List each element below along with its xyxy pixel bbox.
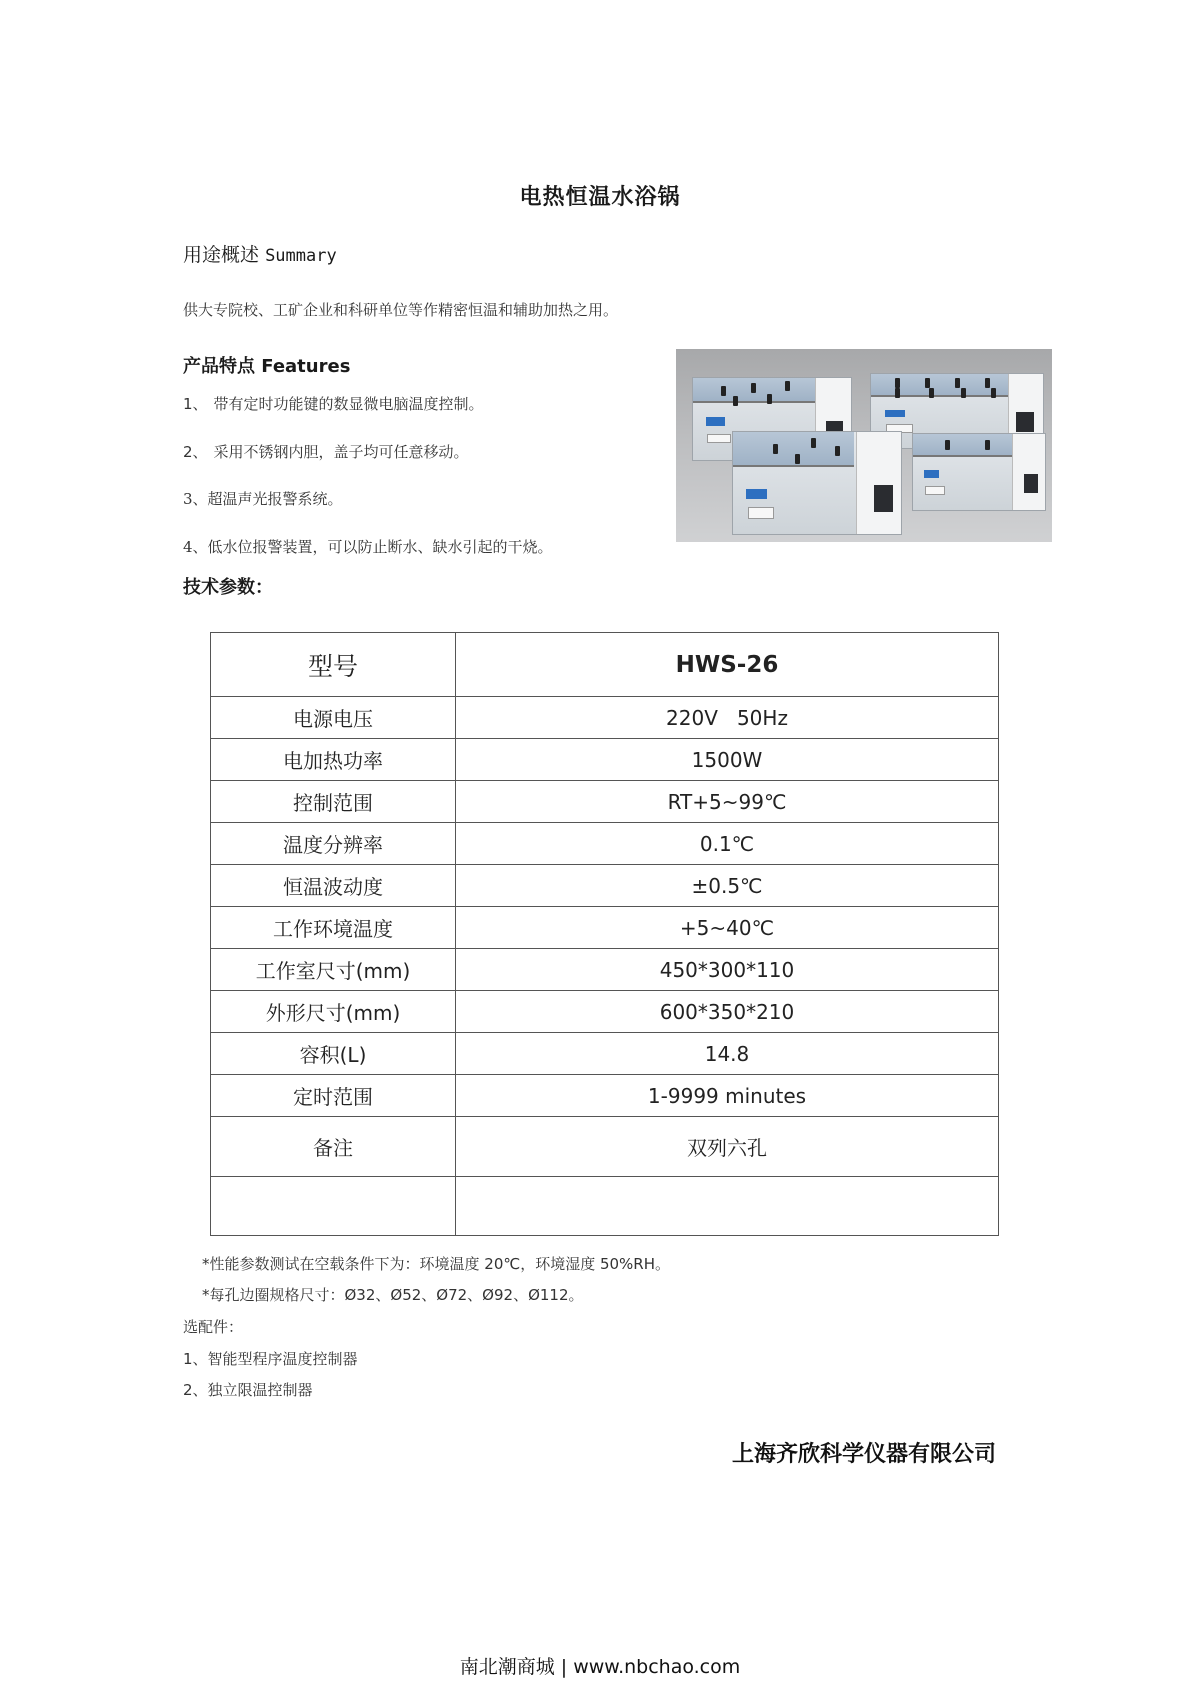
knob-icon — [811, 438, 816, 448]
model-label — [748, 507, 774, 518]
footnote-test-conditions: *性能参数测试在空载条件下为：环境温度 20℃，环境湿度 50%RH。 — [202, 1255, 671, 1273]
table-row — [211, 697, 999, 739]
product-photo — [676, 349, 1052, 542]
param-key — [211, 1177, 456, 1236]
feature-item — [183, 441, 469, 462]
param-key: 定时范围 — [211, 1075, 456, 1117]
param-value: 600*350*210 — [456, 991, 999, 1033]
knob-icon — [835, 446, 840, 456]
table-header-row — [211, 633, 999, 697]
param-key: 电源电压 — [211, 697, 456, 739]
table-row-empty — [211, 1177, 999, 1236]
knob-icon — [795, 454, 800, 464]
param-value: 1-9999 minutes — [456, 1075, 999, 1117]
knob-icon — [733, 396, 738, 406]
table-row — [211, 781, 999, 823]
param-value: 双列六孔 — [456, 1117, 999, 1177]
param-key: 备注 — [211, 1117, 456, 1177]
feature-number: 3、 — [183, 490, 208, 508]
feature-number: 4、 — [183, 538, 208, 556]
model-label — [925, 486, 945, 495]
feature-text: 带有定时功能键的数显微电脑温度控制。 — [213, 395, 484, 413]
brand-badge — [706, 417, 725, 425]
knob-icon — [955, 378, 960, 388]
param-value: 14.8 — [456, 1033, 999, 1075]
features-heading: 产品特点 Features — [183, 356, 351, 377]
table-row — [211, 823, 999, 865]
table-row — [211, 865, 999, 907]
knob-icon — [985, 440, 990, 450]
param-value: RT+5~99℃ — [456, 781, 999, 823]
display-icon — [1024, 474, 1039, 494]
param-value: 1500W — [456, 739, 999, 781]
feature-number: 2、 — [183, 443, 208, 461]
param-value: 450*300*110 — [456, 949, 999, 991]
brand-badge — [924, 470, 940, 478]
option-item: 2、独立限温控制器 — [183, 1381, 313, 1399]
knob-icon — [925, 378, 930, 388]
feature-text: 采用不锈钢内胆，盖子均可任意移动。 — [213, 443, 469, 461]
table-row — [211, 907, 999, 949]
params-heading: 技术参数： — [183, 577, 273, 598]
param-key: 控制范围 — [211, 781, 456, 823]
param-key: 电加热功率 — [211, 739, 456, 781]
table-row — [211, 949, 999, 991]
spec-table — [210, 632, 999, 1236]
option-item: 1、智能型程序温度控制器 — [183, 1350, 358, 1368]
control-panel — [1012, 434, 1045, 510]
param-value: ±0.5℃ — [456, 865, 999, 907]
knob-icon — [945, 440, 950, 450]
summary-text: 供大专院校、工矿企业和科研单位等作精密恒温和辅助加热之用。 — [183, 301, 619, 319]
model-label-cell: 型号 — [211, 633, 456, 697]
param-key: 温度分辨率 — [211, 823, 456, 865]
brand-badge — [885, 410, 906, 417]
param-value: +5~40℃ — [456, 907, 999, 949]
footnote-hole-sizes: *每孔边圈规格尺寸：Ø32、Ø52、Ø72、Ø92、Ø112。 — [202, 1286, 584, 1304]
knob-icon — [773, 444, 778, 454]
knob-icon — [961, 388, 966, 398]
param-key: 外形尺寸(mm) — [211, 991, 456, 1033]
model-value-cell: HWS-26 — [456, 633, 999, 697]
summary-heading — [183, 240, 337, 267]
summary-heading-en: Summary — [265, 246, 337, 266]
control-panel — [856, 432, 901, 534]
knob-icon — [785, 381, 790, 391]
knob-icon — [929, 388, 934, 398]
feature-text: 低水位报警装置，可以防止断水、缺水引起的干烧。 — [207, 538, 553, 556]
knob-icon — [895, 378, 900, 388]
summary-heading-cn: 用途概述 — [183, 244, 260, 266]
company-name: 上海齐欣科学仪器有限公司 — [732, 1441, 997, 1467]
table-row — [211, 991, 999, 1033]
feature-number: 1、 — [183, 395, 208, 413]
document-title: 电热恒温水浴锅 — [519, 184, 681, 210]
brand-badge — [746, 489, 766, 499]
feature-item — [183, 393, 484, 414]
param-key: 恒温波动度 — [211, 865, 456, 907]
param-key: 工作室尺寸(mm) — [211, 949, 456, 991]
table-row — [211, 1075, 999, 1117]
water-bath-unit — [732, 431, 902, 535]
site-footer: 南北潮商城 | www.nbchao.com — [459, 1656, 741, 1678]
feature-item — [183, 536, 553, 557]
param-key: 容积(L) — [211, 1033, 456, 1075]
param-value: 0.1℃ — [456, 823, 999, 865]
display-icon — [874, 485, 892, 512]
bath-lid — [913, 434, 1013, 457]
water-bath-unit — [912, 433, 1046, 511]
table-row — [211, 1117, 999, 1177]
table-row — [211, 1033, 999, 1075]
knob-icon — [895, 388, 900, 398]
param-value: 220V 50Hz — [456, 697, 999, 739]
model-label — [707, 434, 731, 443]
display-icon — [1016, 412, 1035, 431]
knob-icon — [991, 388, 996, 398]
knob-icon — [721, 386, 726, 396]
table-row — [211, 739, 999, 781]
knob-icon — [767, 394, 772, 404]
param-value — [456, 1177, 999, 1236]
options-heading: 选配件： — [183, 1318, 244, 1336]
feature-item — [183, 488, 343, 509]
feature-text: 超温声光报警系统。 — [207, 490, 343, 508]
knob-icon — [985, 378, 990, 388]
knob-icon — [751, 383, 756, 393]
param-key: 工作环境温度 — [211, 907, 456, 949]
